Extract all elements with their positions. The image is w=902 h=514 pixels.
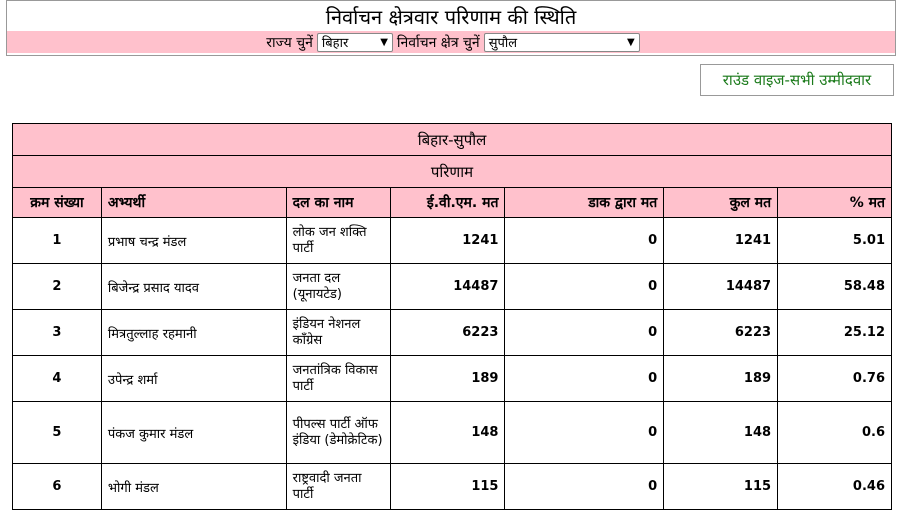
row-pct: 25.12 xyxy=(778,310,892,356)
page-title: निर्वाचन क्षेत्रवार परिणाम की स्थिति xyxy=(325,5,577,29)
row-party: जनता दल (यूनायटेड) xyxy=(286,264,390,310)
table-row xyxy=(13,464,892,510)
row-postal: 0 xyxy=(505,218,664,264)
chevron-down-icon: ▼ xyxy=(626,36,635,48)
row-postal: 0 xyxy=(505,264,664,310)
table-row xyxy=(13,264,892,310)
table-subbanner: परिणाम xyxy=(13,156,892,188)
col-header-party: दल का नाम xyxy=(286,188,390,218)
table-row xyxy=(13,402,892,464)
row-party: इंडियन नेशनल कॉंग्रेस xyxy=(286,310,390,356)
row-pct: 0.76 xyxy=(778,356,892,402)
row-pct: 0.6 xyxy=(778,402,892,464)
constituency-select[interactable] xyxy=(484,33,640,52)
col-header-total: कुल मत xyxy=(664,188,778,218)
row-sno: 4 xyxy=(13,356,102,402)
row-sno: 5 xyxy=(13,402,102,464)
results-table xyxy=(12,123,892,510)
table-row xyxy=(13,310,892,356)
row-party: राष्ट्रवादी जनता पार्टी xyxy=(286,464,390,510)
row-sno: 2 xyxy=(13,264,102,310)
row-candidate: मित्रतुल्लाह रहमानी xyxy=(101,310,286,356)
row-evm: 148 xyxy=(390,402,505,464)
row-evm: 189 xyxy=(390,356,505,402)
table-row xyxy=(13,356,892,402)
selector-bar xyxy=(7,31,895,53)
row-postal: 0 xyxy=(505,402,664,464)
row-pct: 5.01 xyxy=(778,218,892,264)
constituency-select-value: सुपौल xyxy=(488,36,518,51)
row-sno: 3 xyxy=(13,310,102,356)
row-total: 148 xyxy=(664,402,778,464)
col-header-evm: ई.वी.एम. मत xyxy=(390,188,505,218)
row-party: जनतांत्रिक विकास पार्टी xyxy=(286,356,390,402)
row-evm: 1241 xyxy=(390,218,505,264)
row-candidate: बिजेन्द्र प्रसाद यादव xyxy=(101,264,286,310)
row-party: पीपल्स पार्टी ऑफ इंडिया (डेमोक्रेटिक) xyxy=(286,402,390,464)
round-wise-button[interactable]: राउंड वाइज-सभी उम्मीदवार xyxy=(700,64,894,96)
row-sno: 1 xyxy=(13,218,102,264)
row-postal: 0 xyxy=(505,356,664,402)
row-sno: 6 xyxy=(13,464,102,510)
state-label: राज्य चुनें xyxy=(266,34,313,51)
row-pct: 0.46 xyxy=(778,464,892,510)
row-total: 6223 xyxy=(664,310,778,356)
table-banner: बिहार-सुपौल xyxy=(13,124,892,156)
header-panel xyxy=(6,0,896,56)
col-header-pct: % मत xyxy=(778,188,892,218)
row-total: 115 xyxy=(664,464,778,510)
col-header-candidate: अभ्यर्थी xyxy=(101,188,286,218)
row-evm: 14487 xyxy=(390,264,505,310)
row-postal: 0 xyxy=(505,464,664,510)
col-header-sno: क्रम संख्या xyxy=(13,188,102,218)
state-select-value: बिहार xyxy=(321,36,349,51)
row-candidate: पंकज कुमार मंडल xyxy=(101,402,286,464)
row-total: 189 xyxy=(664,356,778,402)
row-party: लोक जन शक्ति पार्टी xyxy=(286,218,390,264)
col-header-postal: डाक द्वारा मत xyxy=(505,188,664,218)
row-candidate: उपेन्द्र शर्मा xyxy=(101,356,286,402)
row-pct: 58.48 xyxy=(778,264,892,310)
row-total: 14487 xyxy=(664,264,778,310)
row-total: 1241 xyxy=(664,218,778,264)
chevron-down-icon: ▼ xyxy=(380,36,388,48)
row-postal: 0 xyxy=(505,310,664,356)
constituency-label: निर्वाचन क्षेत्र चुनें xyxy=(396,34,480,51)
row-candidate: प्रभाष चन्द्र मंडल xyxy=(101,218,286,264)
row-evm: 115 xyxy=(390,464,505,510)
state-select[interactable] xyxy=(317,33,393,52)
row-evm: 6223 xyxy=(390,310,505,356)
table-row xyxy=(13,218,892,264)
row-candidate: भोगी मंडल xyxy=(101,464,286,510)
